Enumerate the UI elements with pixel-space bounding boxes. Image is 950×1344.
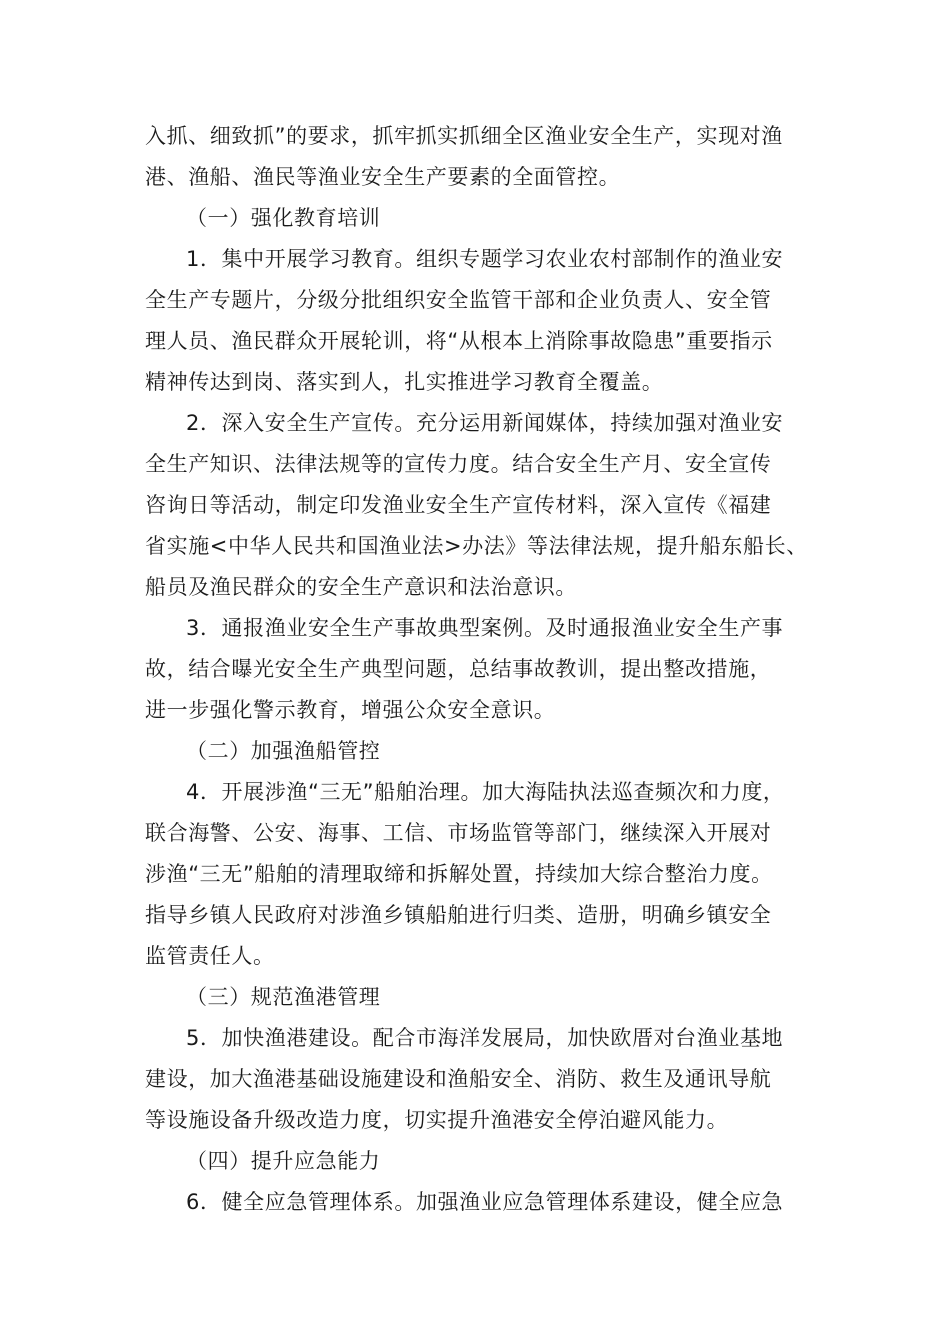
section-heading: （四）提升应急能力 bbox=[186, 1149, 381, 1173]
paragraph-start: 4．开展涉渔“三无”船舶治理。加大海陆执法巡查频次和力度， bbox=[186, 780, 785, 804]
paragraph-start: 2．深入安全生产宣传。充分运用新闻媒体，持续加强对渔业安 bbox=[186, 411, 784, 435]
text-line: 联合海警、公安、海事、工信、市场监管等部门，继续深入开展对 bbox=[145, 821, 772, 845]
text-line: 咨询日等活动，制定印发渔业安全生产宣传材料，深入宣传《福建 bbox=[145, 493, 772, 517]
section-heading: （三）规范渔港管理 bbox=[186, 985, 381, 1009]
section-heading: （二）加强渔船管控 bbox=[186, 739, 381, 763]
text-line: 精神传达到岗、落实到人，扎实推进学习教育全覆盖。 bbox=[145, 370, 664, 394]
text-line: 进一步强化警示教育，增强公众安全意识。 bbox=[145, 698, 556, 722]
text-line: 等设施设备升级改造力度，切实提升渔港安全停泊避风能力。 bbox=[145, 1108, 729, 1132]
text-line: 故，结合曝光安全生产典型问题，总结事故教训，提出整改措施， bbox=[145, 657, 772, 681]
text-line: 全生产专题片，分级分批组织安全监管干部和企业负责人、安全管 bbox=[145, 288, 772, 312]
text-line: 涉渔“三无”船舶的清理取缔和拆解处置，持续加大综合整治力度。 bbox=[145, 862, 773, 886]
paragraph-start: 1．集中开展学习教育。组织专题学习农业农村部制作的渔业安 bbox=[186, 247, 784, 271]
section-heading: （一）强化教育培训 bbox=[186, 206, 381, 230]
text-line: 监管责任人。 bbox=[145, 944, 275, 968]
paragraph-start: 5．加快渔港建设。配合市海洋发展局，加快欧厝对台渔业基地 bbox=[186, 1026, 784, 1050]
text-line: 全生产知识、法律法规等的宣传力度。结合安全生产月、安全宣传 bbox=[145, 452, 772, 476]
text-line: 理人员、渔民群众开展轮训，将“从根本上消除事故隐患”重要指示 bbox=[145, 329, 773, 353]
text-line: 指导乡镇人民政府对涉渔乡镇船舶进行归类、造册，明确乡镇安全 bbox=[145, 903, 772, 927]
text-line: 入抓、细致抓”的要求，抓牢抓实抓细全区渔业安全生产，实现对渔 bbox=[145, 124, 783, 148]
text-line: 船员及渔民群众的安全生产意识和法治意识。 bbox=[145, 575, 577, 599]
text-line: 省实施<中华人民共和国渔业法>办法》等法律法规，提升船东船长、 bbox=[145, 534, 808, 558]
paragraph-start: 6．健全应急管理体系。加强渔业应急管理体系建设，健全应急 bbox=[186, 1190, 784, 1214]
text-line: 建设，加大渔港基础设施建设和渔船安全、消防、救生及通讯导航 bbox=[145, 1067, 772, 1091]
text-line: 港、渔船、渔民等渔业安全生产要素的全面管控。 bbox=[145, 165, 621, 189]
paragraph-start: 3．通报渔业安全生产事故典型案例。及时通报渔业安全生产事 bbox=[186, 616, 784, 640]
